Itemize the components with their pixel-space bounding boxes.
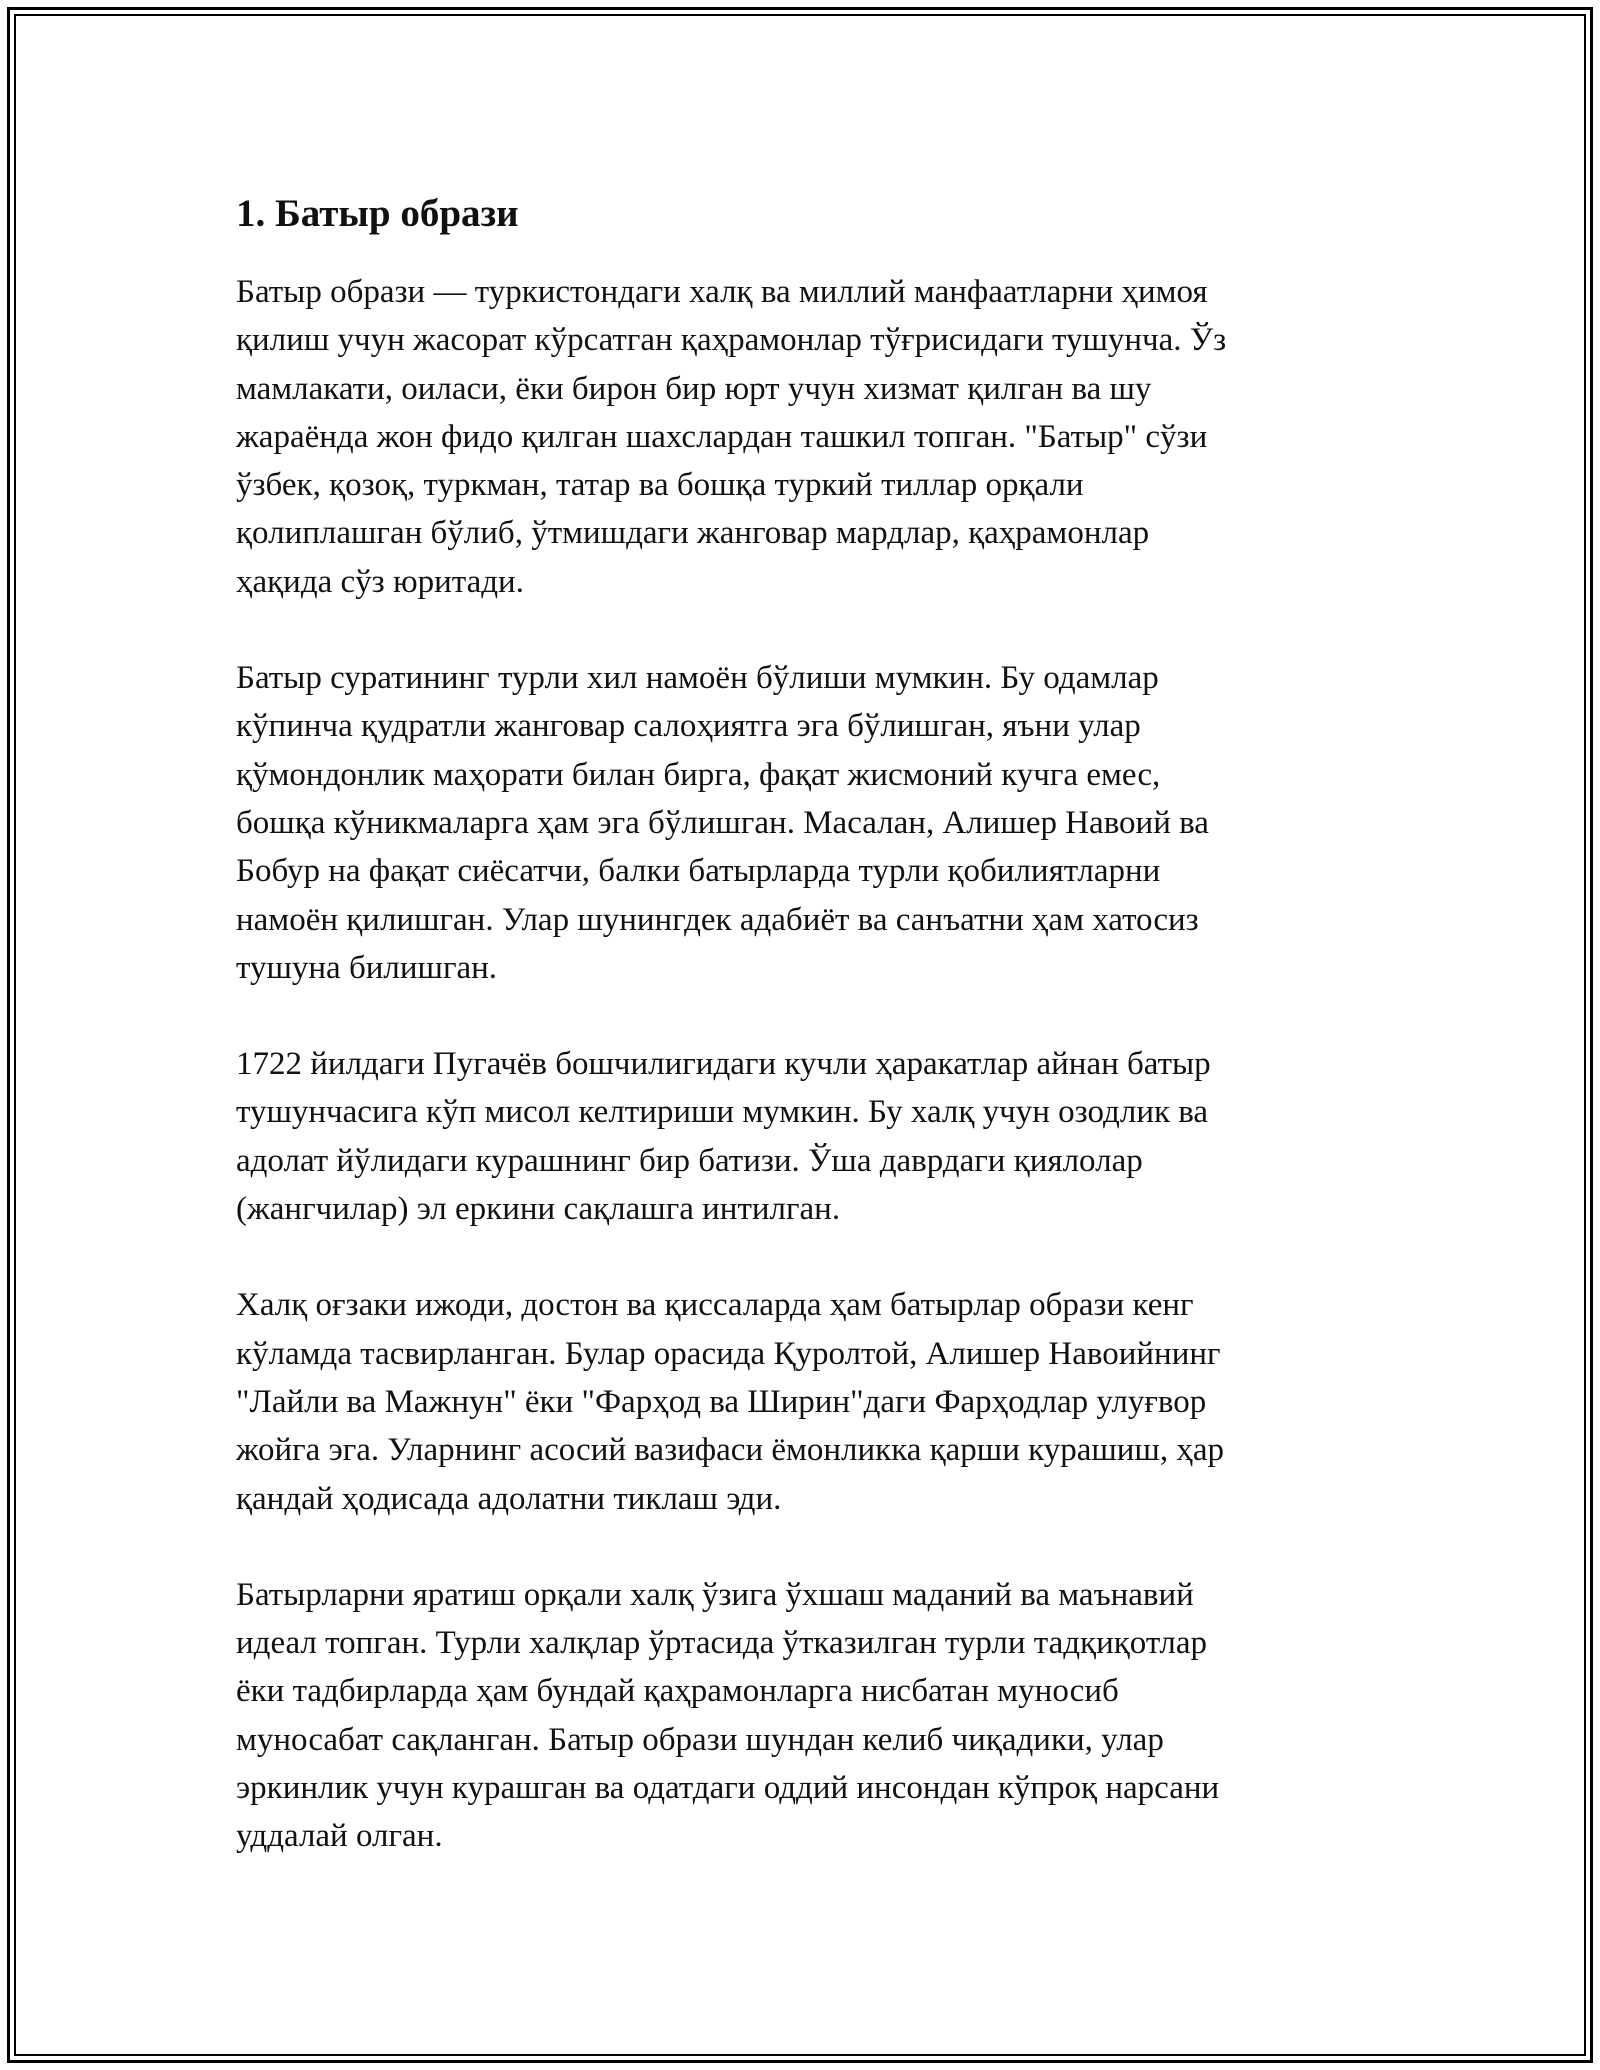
paragraph-4: Халқ оғзаки ижоди, достон ва қиссаларда ҳам батырлар образи кенг кўламда тасвирланган. Булар орасида Қуролтой, Алишер Навоийнинг "Лайли ва Мажнун" ёки "Фарҳод ва Ширин"даги Фарҳодлар улуғвор жойга эга. Уларнинг асосий вазифаси ёмонликка қарши курашиш, ҳар қандай ҳодисада адолатни тиклаш эди. <box>236 1287 1224 1517</box>
paragraph-3: 1722 йилдаги Пугачёв бошчилигидаги кучли ҳаракатлар айнан батыр тушунчасига кўп мисол келтириши мумкин. Бу халқ учун озодлик ва адолат йўлидаги курашнинг бир батизи. Ўша даврдаги қиялолар (жангчилар) эл еркини сақлашга интилган. <box>236 1046 1211 1228</box>
paragraph-1: Батыр образи — туркистондаги халқ ва миллий манфаатларни ҳимоя қилиш учун жасорат кўрсатган қаҳрамонлар тўғрисидаги тушунча. Ўз мамлакати, оиласи, ёки бирон бир юрт учун хизмат қилган ва шу жараёнда жон фидо қилган шахслардан ташкил топган. "Батыр" сўзи ўзбек, қозоқ, туркман, татар ва бошқа туркий тиллар орқали қолиплашган бўлиб, ўтмишдаги жанговар мардлар, қаҳрамонлар ҳақида сўз юритади. <box>236 274 1227 600</box>
paragraph-2: Батыр суратининг турли хил намоён бўлиши мумкин. Бу одамлар кўпинча қудратли жанговар салоҳиятга эга бўлишган, яъни улар қўмондонлик маҳорати билан бирга, фақат жисмоний кучга емес, бошқа кўникмаларга ҳам эга бўлишган. Масалан, Алишер Навоий ва Бобур на фақат сиёсатчи, балки батырларда турли қобилиятларни намоён қилишган. Улар шунингдек адабиёт ва санъатни ҳам хатосиз тушуна билишган. <box>236 660 1209 986</box>
paragraph-5: Батырларни яратиш орқали халқ ўзига ўхшаш маданий ва маънавий идеал топган. Турли халқлар ўртасида ўтказилган турли тадқиқотлар ёки тадбирларда ҳам бундай қаҳрамонларга нисбатан муносиб муносабат сақланган. Батыр образи шундан келиб чиқадики, улар эркинлик учун курашган ва одатдаги оддий инсондан кўпроқ нарсани уддалай олган. <box>236 1576 1220 1855</box>
document-content <box>236 180 1364 1909</box>
section-heading: 1. Батыр образи <box>236 192 519 235</box>
